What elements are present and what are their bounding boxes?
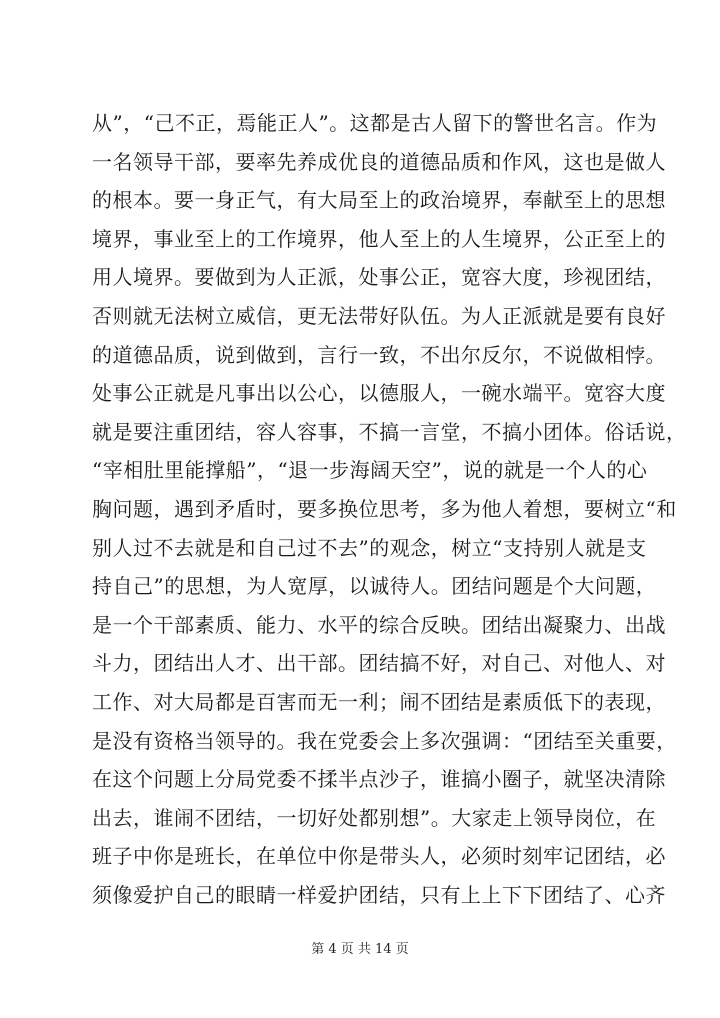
text-line: 就是要注重团结，容人容事，不搞一言堂，不搞小团体。俗话说， — [92, 419, 687, 444]
text-line: 一名领导干部，要率先养成优良的道德品质和作风，这也是做人 — [92, 149, 666, 174]
text-line: 胸问题，遇到矛盾时，要多换位思考，多为他人着想，要树立“和 — [92, 496, 677, 521]
text-line: 持自己”的思想，为人宽厚，以诚待人。团结问题是个大问题， — [92, 574, 657, 599]
text-line: 用人境界。要做到为人正派，处事公正，宽容大度，珍视团结， — [92, 265, 666, 290]
text-line: 的根本。要一身正气，有大局至上的政治境界，奉献至上的思想 — [92, 188, 666, 213]
text-line: 是没有资格当领导的。我在党委会上多次强调：“团结至关重要， — [92, 728, 677, 753]
text-line: 否则就无法树立威信，更无法带好队伍。为人正派就是要有良好 — [92, 303, 666, 328]
text-line: 斗力，团结出人才、出干部。团结搞不好，对自己、对他人、对 — [92, 651, 666, 676]
body-text — [92, 104, 687, 914]
text-line: 在这个问题上分局党委不揉半点沙子，谁搞小圈子，就坚决清除 — [92, 767, 666, 792]
text-line: 工作、对大局都是百害而无一利；闹不团结是素质低下的表现， — [92, 689, 666, 714]
text-line: 境界，事业至上的工作境界，他人至上的人生境界，公正至上的 — [92, 226, 666, 251]
text-line: “宰相肚里能撑船”，“退一步海阔天空”，说的就是一个人的心 — [92, 458, 648, 483]
page-number-footer: 第 4 页 共 14 页 — [311, 942, 409, 957]
text-line: 的道德品质，说到做到，言行一致，不出尔反尔，不说做相悖。 — [92, 342, 666, 367]
text-line: 别人过不去就是和自己过不去”的观念，树立“支持别人就是支 — [92, 535, 647, 560]
text-line: 出去，谁闹不团结，一切好处都别想”。大家走上领导岗位，在 — [92, 805, 657, 830]
text-line: 处事公正就是凡事出以公心，以德服人，一碗水端平。宽容大度 — [92, 381, 666, 406]
text-line: 须像爱护自己的眼睛一样爱护团结，只有上上下下团结了、心齐 — [92, 882, 666, 907]
text-line: 班子中你是班长，在单位中你是带头人，必须时刻牢记团结，必 — [92, 844, 666, 869]
text-line: 从”，“己不正，焉能正人”。这都是古人留下的警世名言。作为 — [92, 111, 658, 135]
text-line: 是一个干部素质、能力、水平的综合反映。团结出凝聚力、出战 — [92, 612, 666, 637]
